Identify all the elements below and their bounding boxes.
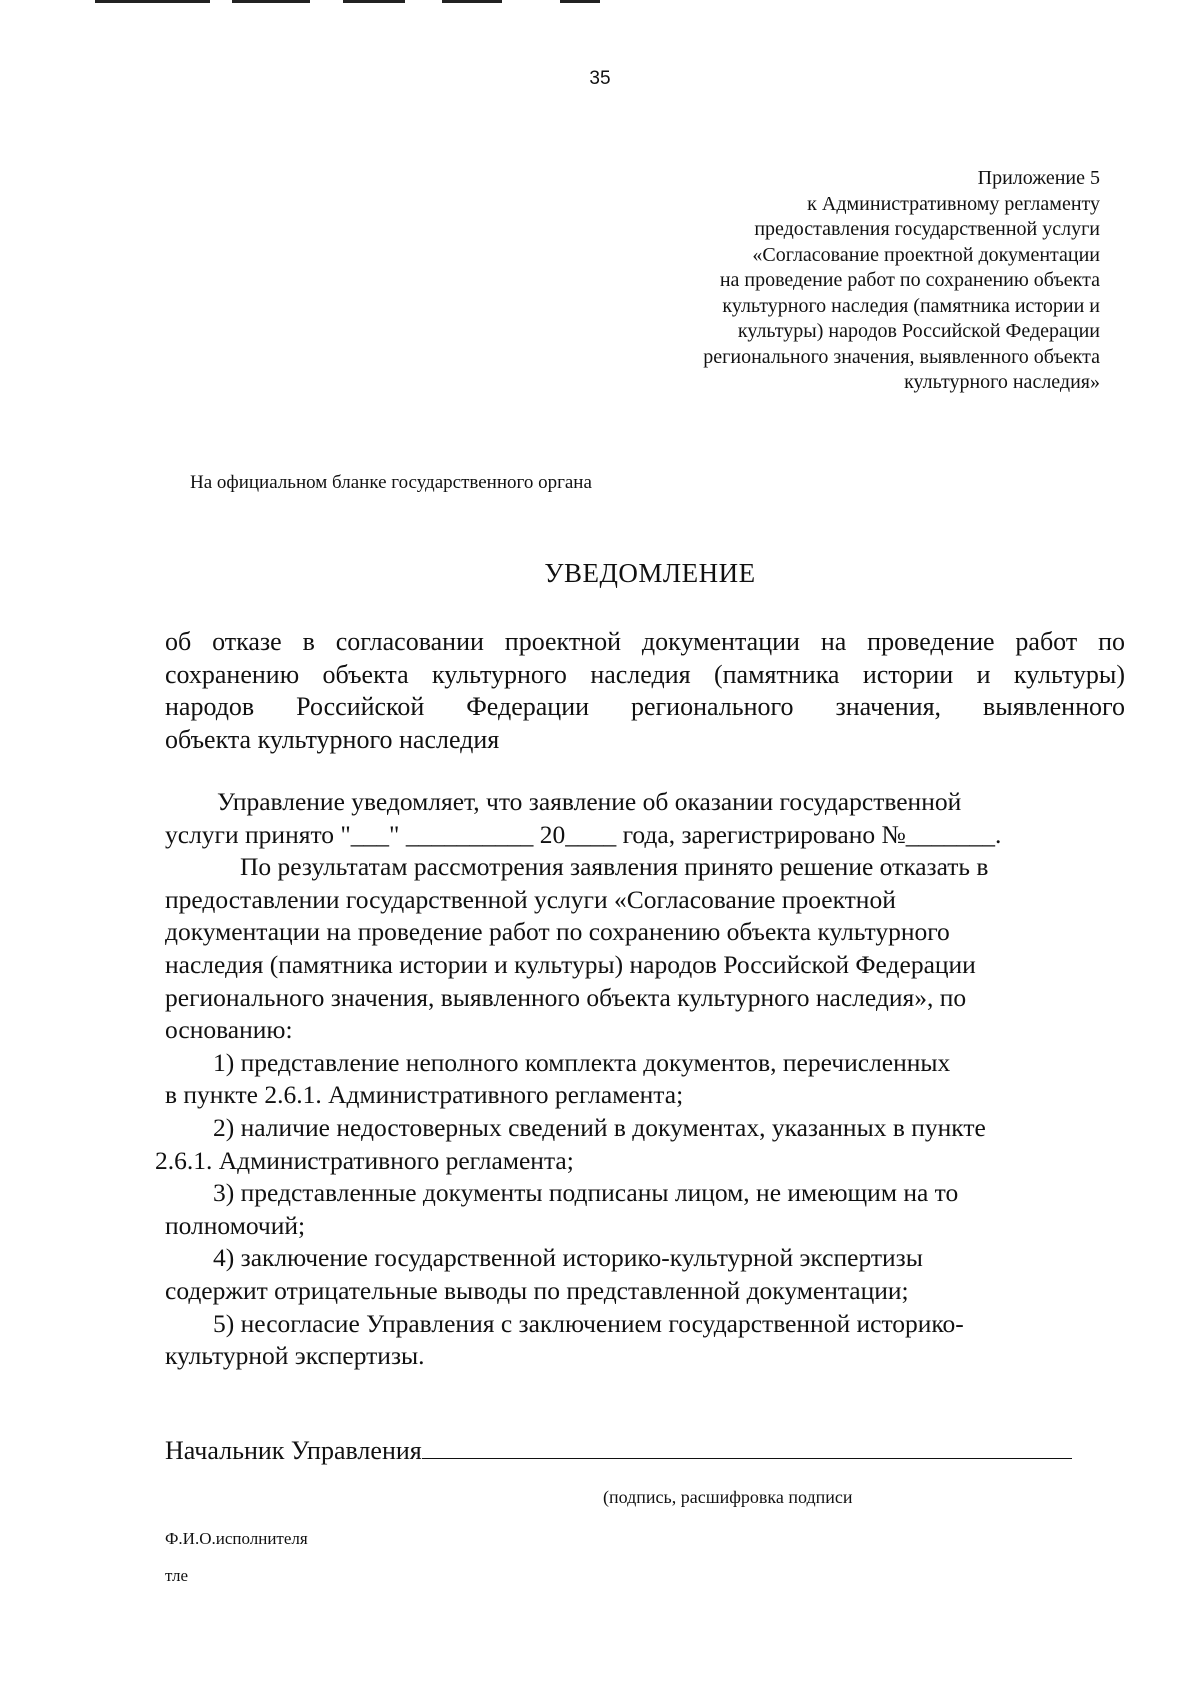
appendix-block	[540, 166, 1100, 396]
ground-item-1: 1) представление неполного комплекта документов, перечисленных	[213, 1047, 951, 1077]
body-line: в пункте 2.6.1. Административного регламента;	[165, 1080, 684, 1110]
top-scan-marks	[95, 0, 655, 4]
subject-line: народов Российской Федерации регионального значения, выявленного	[165, 692, 1125, 721]
appendix-line: Приложение 5	[977, 167, 1100, 189]
executor-name-label: Ф.И.О.исполнителя	[165, 1529, 308, 1548]
ground-item-2: 2) наличие недостоверных сведений в документах, указанных в пункте	[213, 1112, 986, 1142]
subject-line: объекта культурного наследия	[165, 724, 500, 754]
document-title: УВЕДОМЛЕНИЕ	[544, 558, 756, 588]
body-line: По результатам рассмотрения заявления принято решение отказать в	[240, 852, 989, 882]
body-line: культурной экспертизы.	[165, 1341, 425, 1371]
appendix-line: культурного наследия»	[904, 371, 1100, 393]
ground-item-5: 5) несогласие Управления с заключением государственной историко-	[213, 1308, 964, 1338]
subject-line: об отказе в согласовании проектной документации на проведение работ по	[165, 627, 1125, 656]
body-line: услуги принято "___" __________ 20____ года, зарегистрировано №_______.	[165, 819, 1002, 849]
appendix-line: «Согласование проектной документации	[752, 243, 1100, 266]
signature-label: Начальник Управления	[165, 1436, 422, 1465]
signature-block	[165, 1434, 1125, 1466]
body-line: регионального значения, выявленного объекта культурного наследия», по	[165, 982, 967, 1012]
ground-item-4: 4) заключение государственной историко-культурной экспертизы	[213, 1243, 923, 1273]
body-line: Управление уведомляет, что заявление об оказании государственной	[217, 787, 962, 816]
signature-caption: (подпись, расшифровка подписи	[603, 1487, 853, 1507]
official-blank-note: На официальном бланке государственного органа	[190, 472, 592, 493]
appendix-line: культуры) народов Российской Федерации	[737, 320, 1100, 342]
body-line: наследия (памятника истории и культуры) народов Российской Федерации	[165, 949, 976, 979]
body-line: предоставлении государственной услуги «Согласование проектной	[165, 884, 896, 914]
notice-body	[155, 786, 1125, 1373]
body-line: основанию:	[165, 1015, 293, 1045]
appendix-line: предоставления государственной услуги	[754, 218, 1100, 240]
ground-item-3: 3) представленные документы подписаны лицом, не имеющим на то	[213, 1178, 959, 1208]
executor-phone-label: тле	[165, 1566, 189, 1585]
appendix-line: культурного наследия (памятника истории и	[722, 294, 1100, 317]
page-number: 35	[589, 68, 611, 89]
appendix-line: на проведение работ по сохранению объекта	[719, 269, 1100, 291]
body-line: 2.6.1. Административного регламента;	[155, 1145, 574, 1175]
body-line: документации на проведение работ по сохранению объекта культурного	[165, 917, 950, 947]
body-line: полномочий;	[165, 1210, 306, 1240]
signature-line	[422, 1434, 1072, 1459]
appendix-line: регионального значения, выявленного объекта	[703, 345, 1100, 368]
subject-line: сохранению объекта культурного наследия (памятника истории и культуры)	[165, 659, 1125, 689]
notice-subject	[165, 626, 1125, 756]
appendix-line: к Административному регламенту	[807, 192, 1100, 215]
body-line: содержит отрицательные выводы по представленной документации;	[165, 1275, 909, 1305]
